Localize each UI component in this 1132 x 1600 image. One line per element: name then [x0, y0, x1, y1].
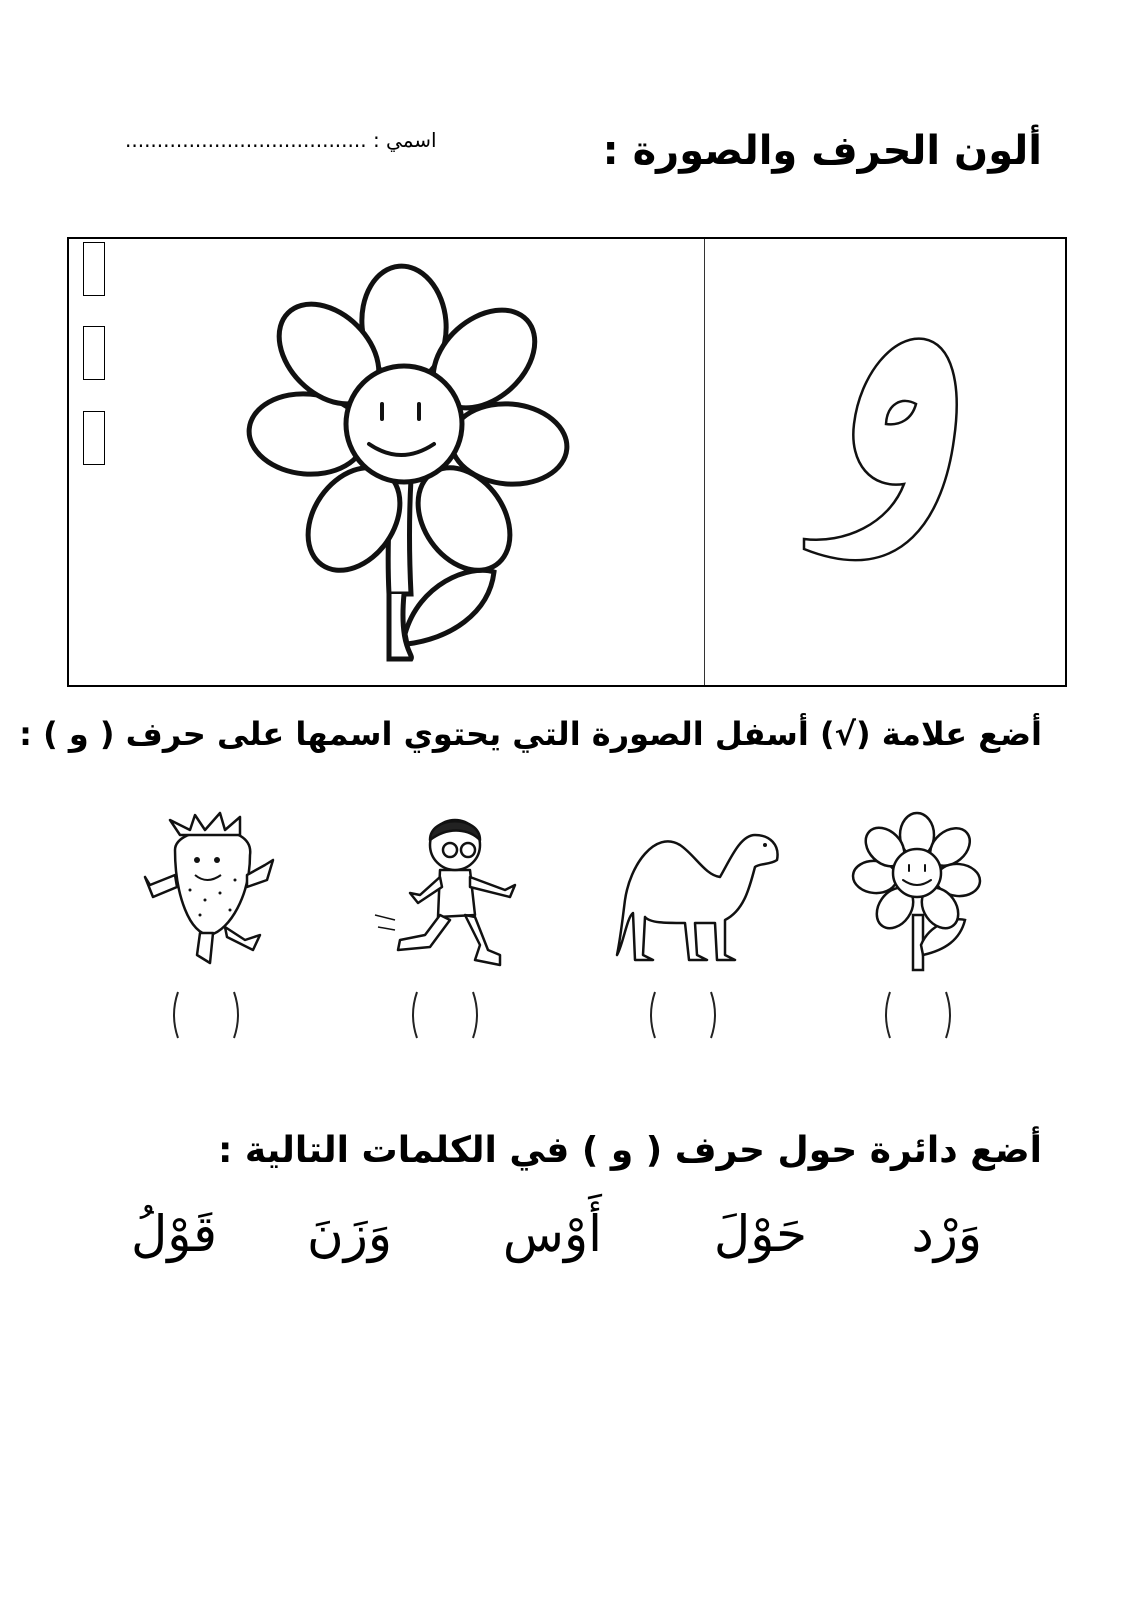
answer-bracket-flower[interactable]: [880, 990, 956, 1040]
word-3[interactable]: أَوْس: [502, 1205, 602, 1263]
box-divider: [704, 239, 705, 685]
checkbox-2[interactable]: [83, 326, 105, 380]
flower-icon: [845, 805, 1025, 980]
letter-waw-outline-icon: [794, 324, 964, 594]
answer-bracket-boy[interactable]: [407, 990, 483, 1040]
question-1: أضع علامة (√) أسفل الصورة التي يحتوي اسمها على حرف ( و ) :: [19, 715, 1042, 753]
flower-outline-icon: [239, 254, 579, 674]
word-2[interactable]: حَوْلَ: [713, 1205, 807, 1263]
word-1[interactable]: وَرْد: [911, 1205, 982, 1263]
question-2: أضع دائرة حول حرف ( و ) في الكلمات التالية :: [217, 1130, 1042, 1171]
word-5[interactable]: قَوْلُ: [130, 1205, 217, 1263]
answer-bracket-strawberry[interactable]: [168, 990, 244, 1040]
checkbox-1[interactable]: [83, 242, 105, 296]
answer-bracket-camel[interactable]: [645, 990, 721, 1040]
camel-icon: [605, 805, 785, 980]
name-field[interactable]: اسمي : ......................................: [125, 128, 437, 152]
word-4[interactable]: وَزَنَ: [306, 1205, 392, 1263]
coloring-box: [67, 237, 1067, 687]
checkbox-3[interactable]: [83, 411, 105, 465]
page-title: ألون الحرف والصورة :: [602, 128, 1042, 174]
strawberry-icon: [135, 805, 315, 980]
boy-running-icon: [370, 805, 550, 980]
